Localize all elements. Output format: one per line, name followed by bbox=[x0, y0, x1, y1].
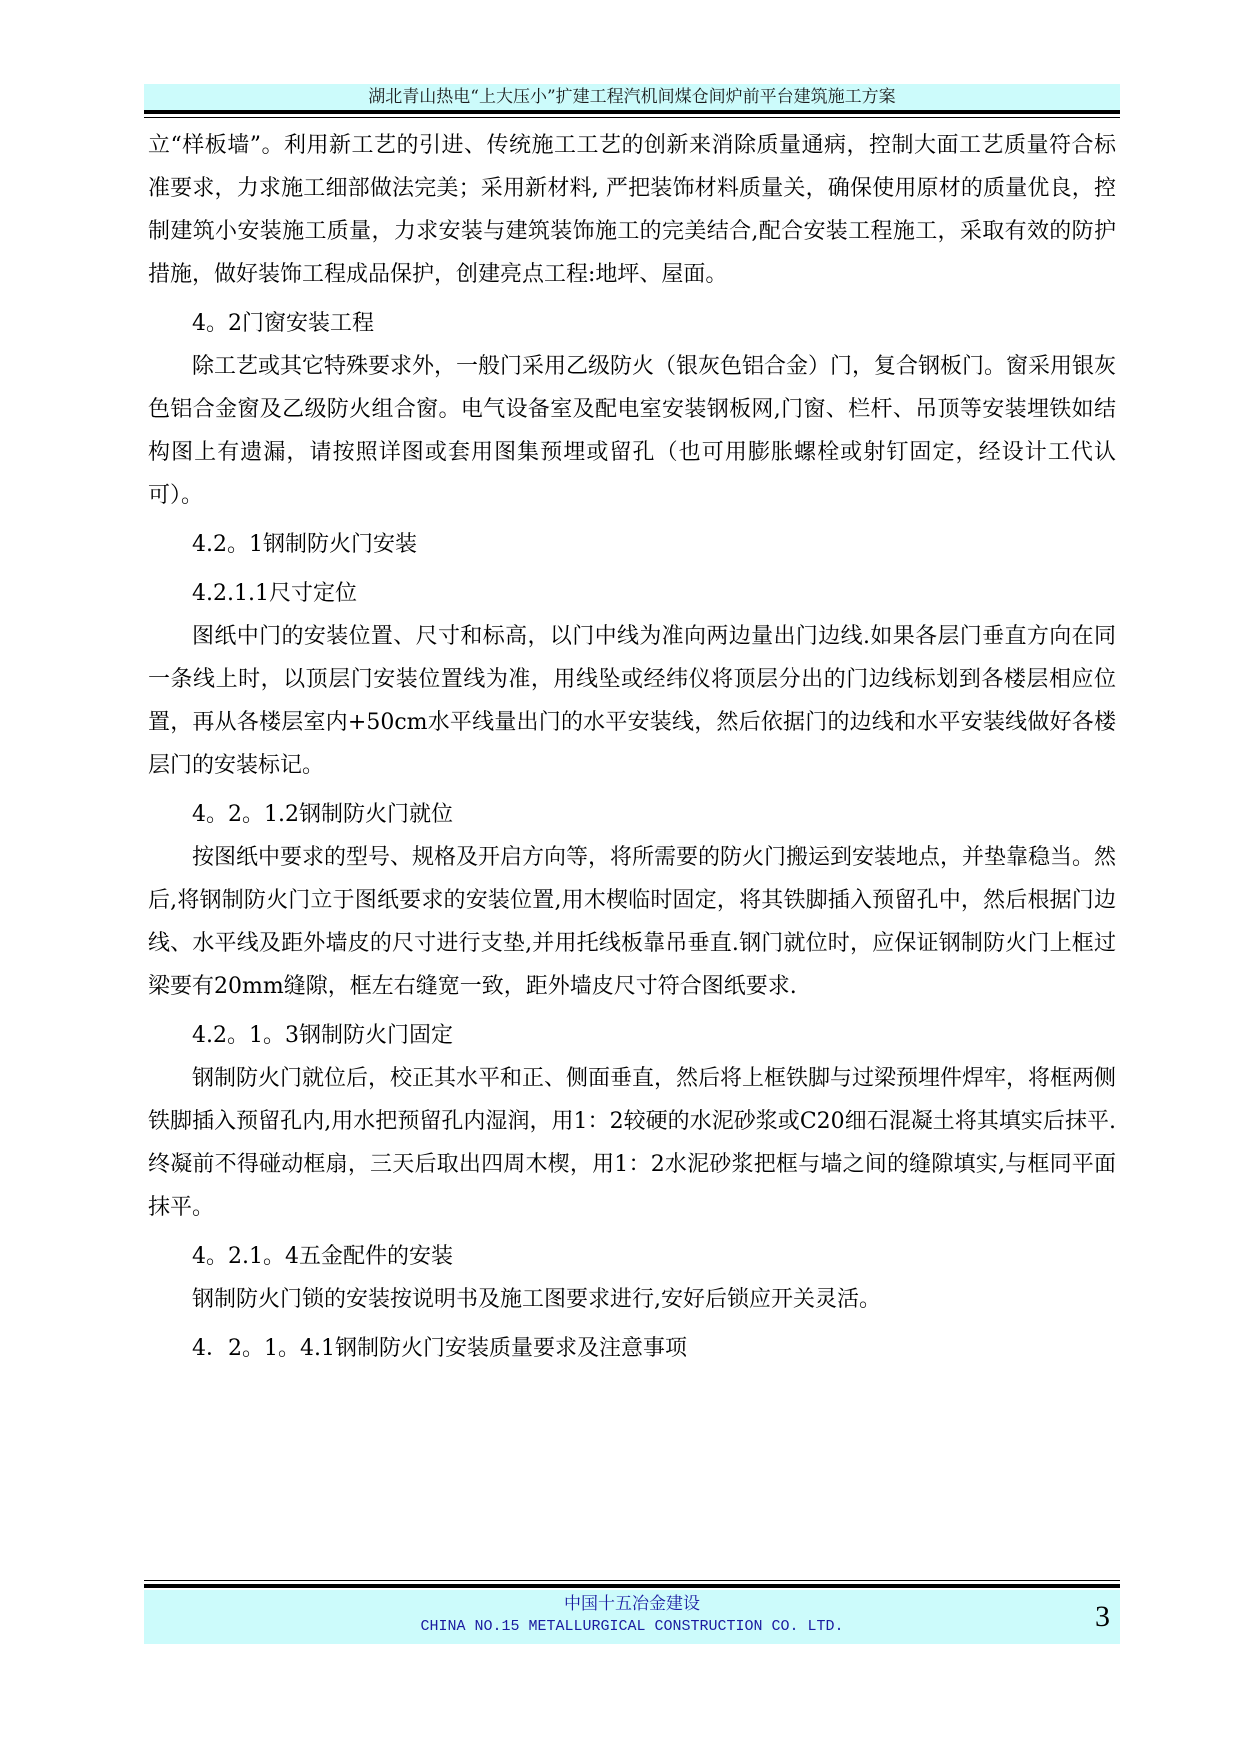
page-number: 3 bbox=[1095, 1600, 1110, 1633]
paragraph: 图纸中门的安装位置、尺寸和标高，以门中线为准向两边量出门边线.如果各层门垂直方向在同一条线上时，以顶层门安装位置线为准，用线坠或经纬仪将顶层分出的门边线标划到各楼层相应位置，再从各楼层室内+50cm水平线量出门的水平安装线，然后依据门的边线和水平安装线做好各楼层门的安装标记。 bbox=[148, 624, 1116, 778]
paragraph: 按图纸中要求的型号、规格及开启方向等，将所需要的防火门搬运到安装地点，并垫靠稳当。然后,将钢制防火门立于图纸要求的安装位置,用木楔临时固定，将其铁脚插入预留孔中，然后根据门边线、水平线及距外墙皮的尺寸进行支垫,并用托线板靠吊垂直.钢门就位时，应保证钢制防火门上框过梁要有20mm缝隙，框左右缝宽一致，距外墙皮尺寸符合图纸要求. bbox=[148, 845, 1117, 999]
footer-company-cn: 中国十五冶金建设 bbox=[564, 1594, 700, 1614]
paragraph: 立“样板墙”。利用新工艺的引进、传统施工工艺的创新来消除质量通病，控制大面工艺质量符合标准要求，力求施工细部做法完美；采用新材料, 严把装饰材料质量关，确保使用原材的质量优良，控制建筑小安装施工质量，力求安装与建筑装饰施工的完美结合,配合安装工程施工，采取有效的防护措施，做好装饰工程成品保护，创建亮点工程:地坪、屋面。 bbox=[148, 133, 1116, 287]
header-divider bbox=[144, 110, 1120, 114]
section-heading: 4．2。1。4.1钢制防火门安装质量要求及注意事项 bbox=[192, 1336, 687, 1361]
document-body bbox=[148, 124, 1116, 1370]
section-heading: 4.2。1钢制防火门安装 bbox=[192, 532, 417, 557]
page-header bbox=[144, 84, 1120, 110]
page-footer bbox=[144, 1590, 1120, 1644]
section-heading: 4。2。1.2钢制防火门就位 bbox=[192, 802, 453, 827]
paragraph: 除工艺或其它特殊要求外，一般门采用乙级防火（银灰色铝合金）门，复合钢板门。窗采用银灰色铝合金窗及乙级防火组合窗。电气设备室及配电室安装钢板网,门窗、栏杆、吊顶等安装埋铁如结构图上有遗漏，请按照详图或套用图集预埋或留孔（也可用膨胀螺栓或射钉固定，经设计工代认可）。 bbox=[148, 354, 1117, 508]
header-divider-thin bbox=[144, 117, 1120, 118]
header-title: 湖北青山热电“上大压小”扩建工程汽机间煤仓间炉前平台建筑施工方案 bbox=[368, 87, 896, 107]
section-heading: 4.2。1。3钢制防火门固定 bbox=[192, 1023, 453, 1048]
footer-divider bbox=[144, 1584, 1120, 1588]
paragraph: 钢制防火门就位后，校正其水平和正、侧面垂直，然后将上框铁脚与过梁预埋件焊牢，将框两侧铁脚插入预留孔内,用水把预留孔内湿润，用1：2较硬的水泥砂浆或C20细石混凝土将其填实后抹平.终凝前不得碰动框扇，三天后取出四周木楔，用1：2水泥砂浆把框与墙之间的缝隙填实,与框同平面抹平。 bbox=[148, 1066, 1117, 1220]
section-heading: 4。2.1。4五金配件的安装 bbox=[192, 1244, 453, 1269]
footer-company-en: CHINA NO.15 METALLURGICAL CONSTRUCTION CO. LTD. bbox=[420, 1618, 844, 1635]
section-heading: 4。2门窗安装工程 bbox=[192, 311, 374, 336]
paragraph: 钢制防火门锁的安装按说明书及施工图要求进行,安好后锁应开关灵活。 bbox=[192, 1287, 881, 1312]
footer-divider-thin bbox=[144, 1580, 1120, 1581]
section-heading: 4.2.1.1尺寸定位 bbox=[192, 581, 357, 606]
